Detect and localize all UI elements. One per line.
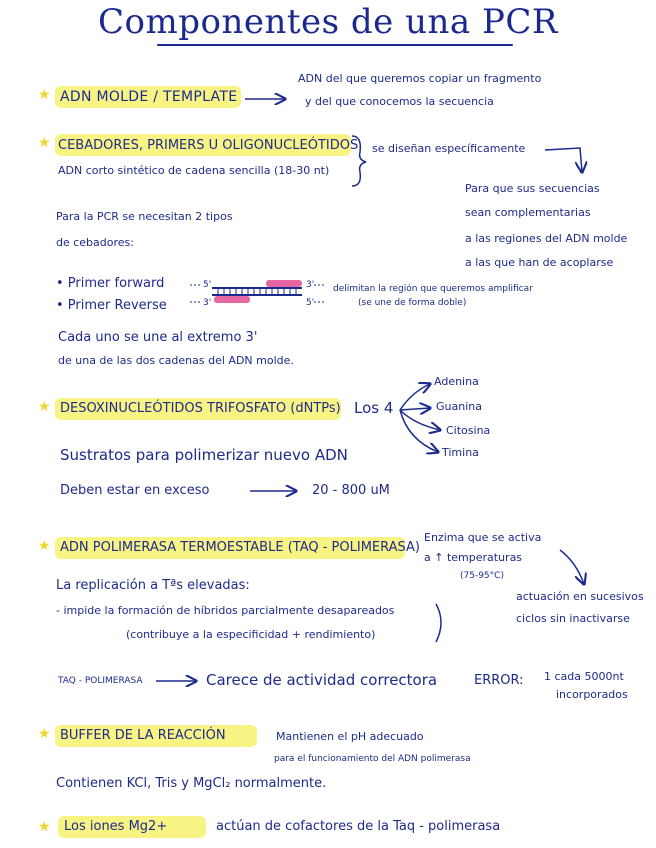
error-value-1: 1 cada 5000nt (544, 670, 624, 683)
brace-cebadores (352, 136, 366, 186)
side-note-1: Para que sus secuencias (465, 182, 600, 195)
buffer-line: Contienen KCl, Tris y MgCl₂ normalmente. (56, 776, 327, 791)
arrows-bases (400, 384, 440, 452)
end-line-2: de una de las dos cadenas del ADN molde. (58, 354, 294, 367)
star-icon: ★ (38, 87, 51, 103)
polimerasa-side-3: (75-95°C) (460, 571, 504, 581)
need-line-1: Para la PCR se necesitan 2 tipos (56, 210, 233, 223)
star-icon: ★ (38, 399, 51, 415)
primer-reverse-mark (214, 296, 250, 303)
polimerasa-side-1: Enzima que se activa (424, 531, 542, 544)
delimit-line-2: (se une de forma doble) (358, 298, 467, 308)
polimerasa-line-2: - impide la formación de híbridos parcialmente desapareados (56, 604, 395, 617)
base-timina: Timina (442, 446, 479, 459)
end-line-1: Cada uno se une al extremo 3' (58, 330, 258, 345)
label-3-top: 3' (306, 280, 315, 290)
error-value-2: incorporados (556, 688, 628, 701)
side-note-3: a las regiones del ADN molde (465, 232, 628, 245)
dntps-line-2-label: Deben estar en exceso (60, 483, 210, 498)
page-title: Componentes de una PCR (98, 2, 558, 42)
cebadores-heading: CEBADORES, PRIMERS U OLIGONUCLEÓTIDOS (58, 138, 359, 153)
cebadores-desc: ADN corto sintético de cadena sencilla (18-30 nt) (58, 164, 330, 177)
paren-line3 (436, 604, 441, 642)
primer-forward: • Primer forward (56, 276, 165, 291)
dntps-heading: DESOXINUCLEÓTIDOS TRIFOSFATO (dNTPs) (60, 401, 341, 416)
error-label: ERROR: (474, 673, 524, 688)
label-5-bottom: 5' (306, 298, 315, 308)
taq-note: Carece de actividad correctora (206, 671, 438, 689)
star-icon: ★ (38, 726, 51, 742)
taq-label: TAQ - POLIMERASA (58, 676, 143, 686)
need-line-2: de cebadores: (56, 236, 134, 249)
star-icon: ★ (38, 819, 51, 835)
label-3-bottom: 3' (203, 298, 212, 308)
adn-molde-heading: ADN MOLDE / TEMPLATE (60, 89, 238, 105)
base-adenina: Adenina (434, 375, 479, 388)
star-icon: ★ (38, 538, 51, 554)
dna-base-ticks (218, 288, 296, 295)
base-guanina: Guanina (436, 400, 482, 413)
adn-molde-note-2: y del que conocemos la secuencia (305, 95, 494, 108)
ions-line: actúan de cofactores de la Taq - polimerasa (216, 819, 501, 834)
side-note-2: sean complementarias (465, 206, 591, 219)
buffer-note-2: para el funcionamiento del ADN polimerasa (274, 754, 471, 764)
base-citosina: Citosina (446, 424, 491, 437)
arrow-side-note (545, 148, 582, 172)
side-note-4: a las que han de acoplarse (465, 256, 614, 269)
polimerasa-side-4: actuación en sucesivos (516, 590, 644, 603)
polimerasa-side-2: a ↑ temperaturas (424, 551, 523, 564)
primer-forward-mark (266, 280, 302, 287)
los4-label: Los 4 (354, 399, 394, 417)
brace-note: se diseñan específicamente (372, 142, 526, 155)
label-5-top: 5' (203, 280, 212, 290)
dntps-line-1: Sustratos para polimerizar nuevo ADN (60, 446, 348, 464)
adn-molde-note-1: ADN del que queremos copiar un fragmento (298, 72, 542, 85)
polimerasa-side-5: ciclos sin inactivarse (516, 612, 630, 625)
buffer-note-1: Mantienen el pH adecuado (276, 730, 424, 743)
dntps-line-2-value: 20 - 800 uM (312, 483, 390, 498)
arrow-polimerasa-side (560, 550, 584, 584)
ions-heading: Los iones Mg2+ (64, 819, 168, 834)
polimerasa-heading: ADN POLIMERASA TERMOESTABLE (TAQ - POLIMERASA) (60, 540, 420, 555)
polimerasa-line-3: (contribuye a la especificidad + rendimiento) (126, 628, 376, 641)
primer-reverse: • Primer Reverse (56, 298, 167, 313)
delimit-line-1: delimitan la región que queremos amplificar (333, 284, 533, 294)
star-icon: ★ (38, 135, 51, 151)
buffer-heading: BUFFER DE LA REACCIÓN (60, 728, 226, 743)
polimerasa-line-1: La replicación a Tªs elevadas: (56, 578, 250, 593)
